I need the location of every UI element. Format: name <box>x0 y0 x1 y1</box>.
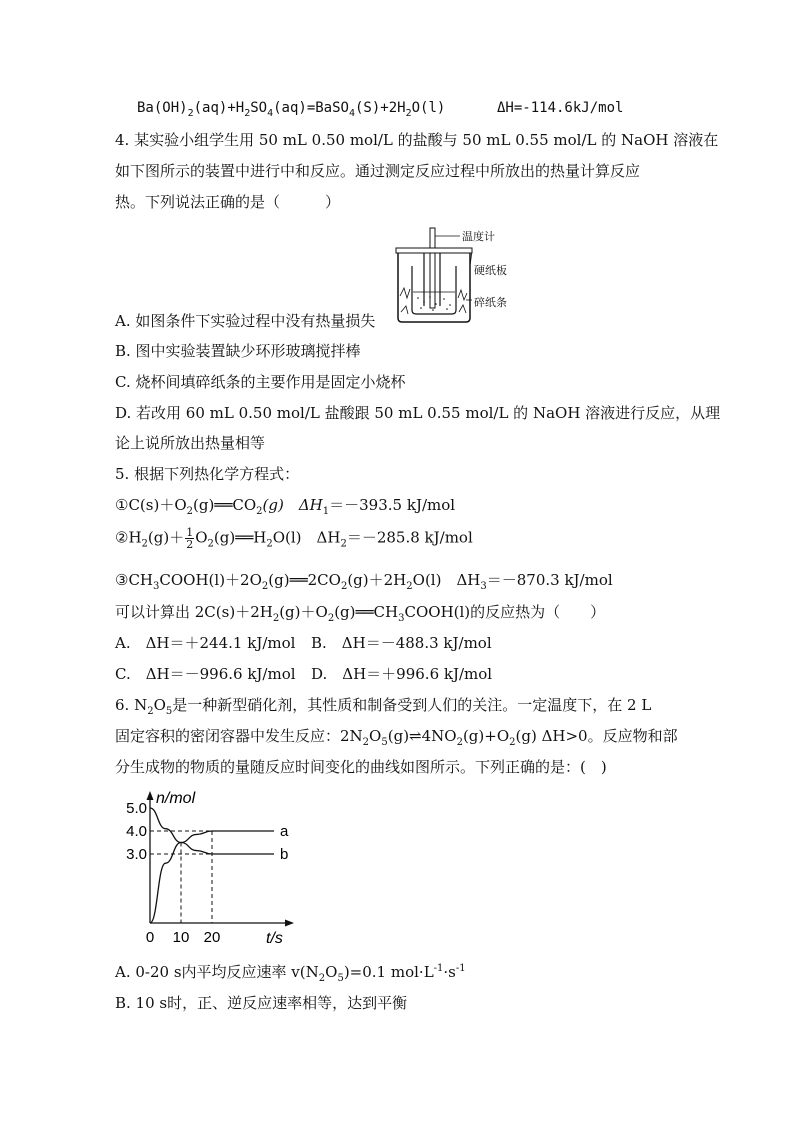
q5-eq2: $②H_2(g)+$ $\frac{1}{2}$ $O_2(g)══H_2O(l)$ $\Delta H_2=-285.8$ kJ/mol <box>115 526 473 551</box>
fraction-one-half: $\frac{1}{2}$ <box>186 526 194 551</box>
q4-option-d-line1: D. 若改用 60 mL 0.50 mol/L 盐酸跟 50 mL 0.55 mol/L 的 NaOH 溶液进行反应，从理 <box>115 404 721 422</box>
q4-line1: 4. 某实验小组学生用 50 mL 0.50 mol/L 的盐酸与 50 mL 0.55 mol/L 的 NaOH 溶液在 <box>115 131 719 149</box>
q5-option-a: A. ΔH＝＋244.1 kJ/mol <box>115 634 296 652</box>
q6-line1: 6. $N_2O_5$是一种新型硝化剂，其性质和制备受到人们的关注。一定温度下，在 2 L <box>115 696 652 717</box>
q4-line3: 热。下列说法正确的是（ ） <box>115 193 341 211</box>
q5-eq3: $③CH_3COOH(l)+2O_2(g)══2CO_2(g)+2H_2O(l)$ $\Delta H_3=-870.3$ kJ/mol <box>115 571 613 592</box>
y-tick-label: 4.0 <box>126 823 147 840</box>
q6-line2: 固定容积的密闭容器中发生反应：$2N_2O_5(g)\rightleftharpoons 4NO_2(g)+O_2(g)$ ΔH>0。反应物和部 <box>115 727 678 748</box>
series-a-label: a <box>280 823 289 840</box>
q5-option-c: C. ΔH＝－996.6 kJ/mol <box>115 665 296 683</box>
x-tick-label: 10 <box>172 929 190 946</box>
q4-option-c: C. 烧杯间填碎纸条的主要作用是固定小烧杯 <box>115 373 406 391</box>
series-b-label: b <box>280 846 289 863</box>
q5-option-b: B. ΔH＝－488.3 kJ/mol <box>311 634 492 652</box>
q4-option-a: A. 如图条件下实验过程中没有热量损失 <box>115 312 376 330</box>
q6-option-b: B. 10 s时，正、逆反应速率相等，达到平衡 <box>115 994 408 1012</box>
label-paper: 碎纸条 <box>474 296 507 309</box>
top-equation: $Ba(OH)_2(aq)+H_2SO_4(aq)=BaSO_4(S)+2H_2O(l)$ <box>137 100 446 119</box>
q6-option-a: A. 0-20 s内平均反应速率 $v(N_2O_5)=0.1$ $mol\cdot L^{-1}\cdot s^{-1}$ <box>115 963 466 984</box>
calorimeter-figure <box>388 226 528 326</box>
x-axis-arrow <box>285 920 294 927</box>
label-cardboard: 硬纸板 <box>474 264 507 277</box>
q6-line3: 分生成物的物质的量随反应时间变化的曲线如图所示。下列正确的是：( ) <box>115 758 607 776</box>
q5-stem: 5. 根据下列热化学方程式： <box>115 465 300 483</box>
x-tick-label: 0 <box>145 929 155 946</box>
x-axis-label: t/s <box>266 930 283 947</box>
n-vs-t-chart <box>112 787 302 947</box>
x-tick-label: 20 <box>203 929 221 946</box>
q4-option-d-line2: 论上说所放出热量相等 <box>115 434 266 452</box>
q5-option-d: D. ΔH＝＋996.6 kJ/mol <box>311 665 493 683</box>
y-axis-label: n/mol <box>156 790 196 807</box>
top-equation-dh: ΔH=-114.6kJ/mol <box>497 100 624 116</box>
q5-eq1: $①C(s)+O_2(g)══CO_2(g)$ $\Delta H_1=-393.5$ kJ/mol <box>115 496 456 517</box>
q5-ask: 可以计算出 $2C(s)+2H_2(g)+O_2(g)══CH_3COOH(l)$的反应热为（ ） <box>115 603 606 624</box>
y-axis-arrow <box>147 791 154 800</box>
q4-option-b: B. 图中实验装置缺少环形玻璃搅拌棒 <box>115 342 361 360</box>
y-tick-label: 5.0 <box>126 800 147 817</box>
q4-line2: 如下图所示的装置中进行中和反应。通过测定反应过程中所放出的热量计算反应 <box>115 162 641 180</box>
label-thermometer: 温度计 <box>462 230 495 243</box>
y-tick-label: 3.0 <box>126 846 147 863</box>
